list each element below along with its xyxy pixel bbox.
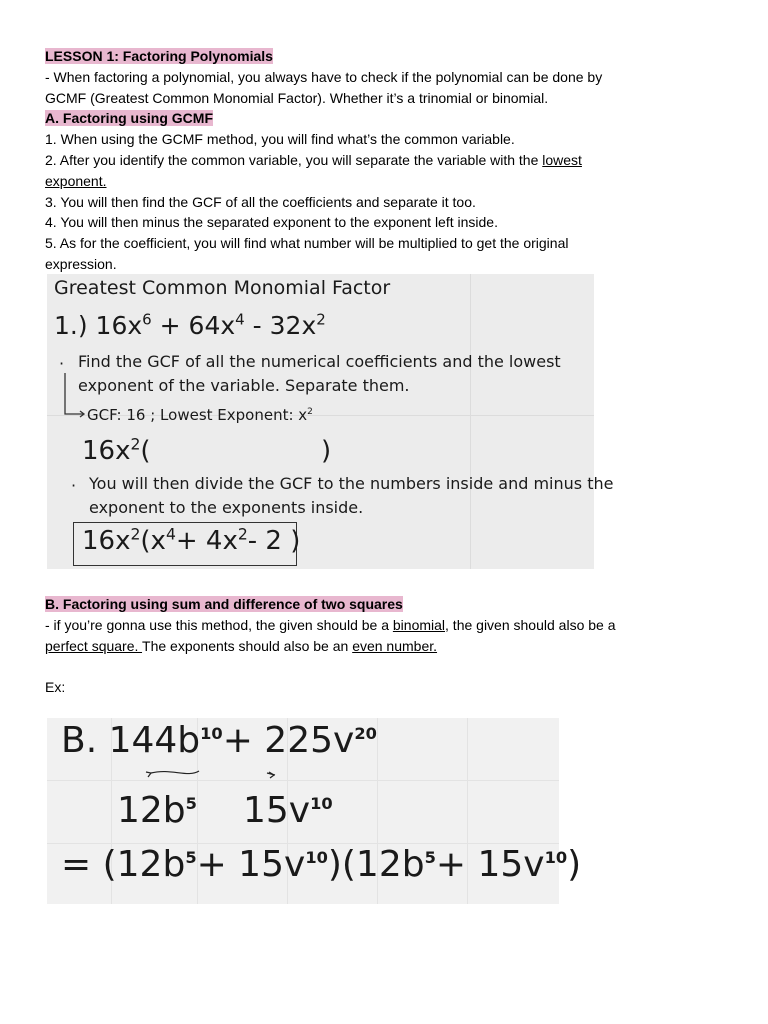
bullet-text: Find the GCF of all the numerical coefficients and the lowest: [78, 352, 561, 371]
partial-factor: $16x^2$(: [82, 435, 151, 466]
section-b-text: - if you’re gonna use this method, the given should be a binomial, the given should also be a: [45, 616, 616, 633]
figure-title: Greatest Common Monomial Factor: [54, 277, 391, 299]
bullet-text: exponent of the variable. Separate them.: [78, 376, 410, 395]
section-b: [45, 594, 616, 698]
problem-expression: 1.) $16x^6 + 64x^4 - 32x^2$: [54, 310, 326, 340]
underlined-text: lowest: [542, 151, 582, 168]
step-3: 3. You will then find the GCF of all the coefficients and separate it too.: [45, 193, 476, 210]
grid-line: [470, 274, 471, 569]
underlined-text: perfect square.: [45, 637, 143, 654]
closing-paren: ): [321, 436, 332, 466]
gcf-note: GCF: 16 ; Lowest Exponent: $x^2$: [87, 406, 313, 424]
example-expression: B. $144b^{10}+ 225v^{20}$: [61, 720, 377, 761]
underlined-text: even number.: [352, 637, 438, 654]
gcmf-example-image: [47, 274, 614, 569]
bullet-icon: ·: [59, 354, 65, 373]
document-body: [45, 46, 725, 275]
square-root-term: $12b^5$: [117, 790, 197, 831]
section-b-heading: B. Factoring using sum and difference of two squares: [45, 596, 403, 612]
bullet-text: You will then divide the GCF to the numbers inside and minus the: [89, 474, 614, 493]
square-root-term: $15v^{10}$: [243, 790, 333, 831]
section-a-heading: A. Factoring using GCMF: [45, 110, 213, 127]
bullet-icon: ·: [71, 476, 77, 495]
factored-answer: $16x^2(x^4+ 4x^2-$ 2 ): [82, 525, 301, 556]
bullet-text: exponent to the exponents inside.: [89, 498, 364, 517]
arrow-icon: [143, 766, 273, 786]
section-b-text: perfect square. The exponents should also be an even number.: [45, 637, 438, 654]
underlined-text: exponent.: [45, 172, 107, 189]
step-5: 5. As for the coefficient, you will find what number will be multiplied to get the original: [45, 235, 569, 252]
intro-line: - When factoring a polynomial, you always have to check if the polynomial can be done by: [45, 68, 603, 85]
underlined-text: binomial,: [392, 616, 449, 633]
squares-example-image: [47, 718, 582, 904]
step-2: 2. After you identify the common variable, you will separate the variable with the lowest: [45, 151, 582, 168]
example-label: Ex:: [45, 679, 66, 696]
grid-line: [47, 780, 559, 781]
lesson-title: LESSON 1: Factoring Polynomials: [45, 48, 273, 64]
step-5-cont: expression.: [45, 255, 117, 272]
arrow-icon: [62, 372, 88, 418]
factored-answer: = $(12b^5+ 15v^{10})(12b^5+ 15v^{10})$: [61, 844, 582, 885]
intro-line: GCMF (Greatest Common Monomial Factor). Whether it’s a trinomial or binomial.: [45, 89, 549, 106]
step-1: 1. When using the GCMF method, you will find what’s the common variable.: [45, 131, 515, 148]
step-4: 4. You will then minus the separated exponent to the exponent left inside.: [45, 214, 498, 231]
